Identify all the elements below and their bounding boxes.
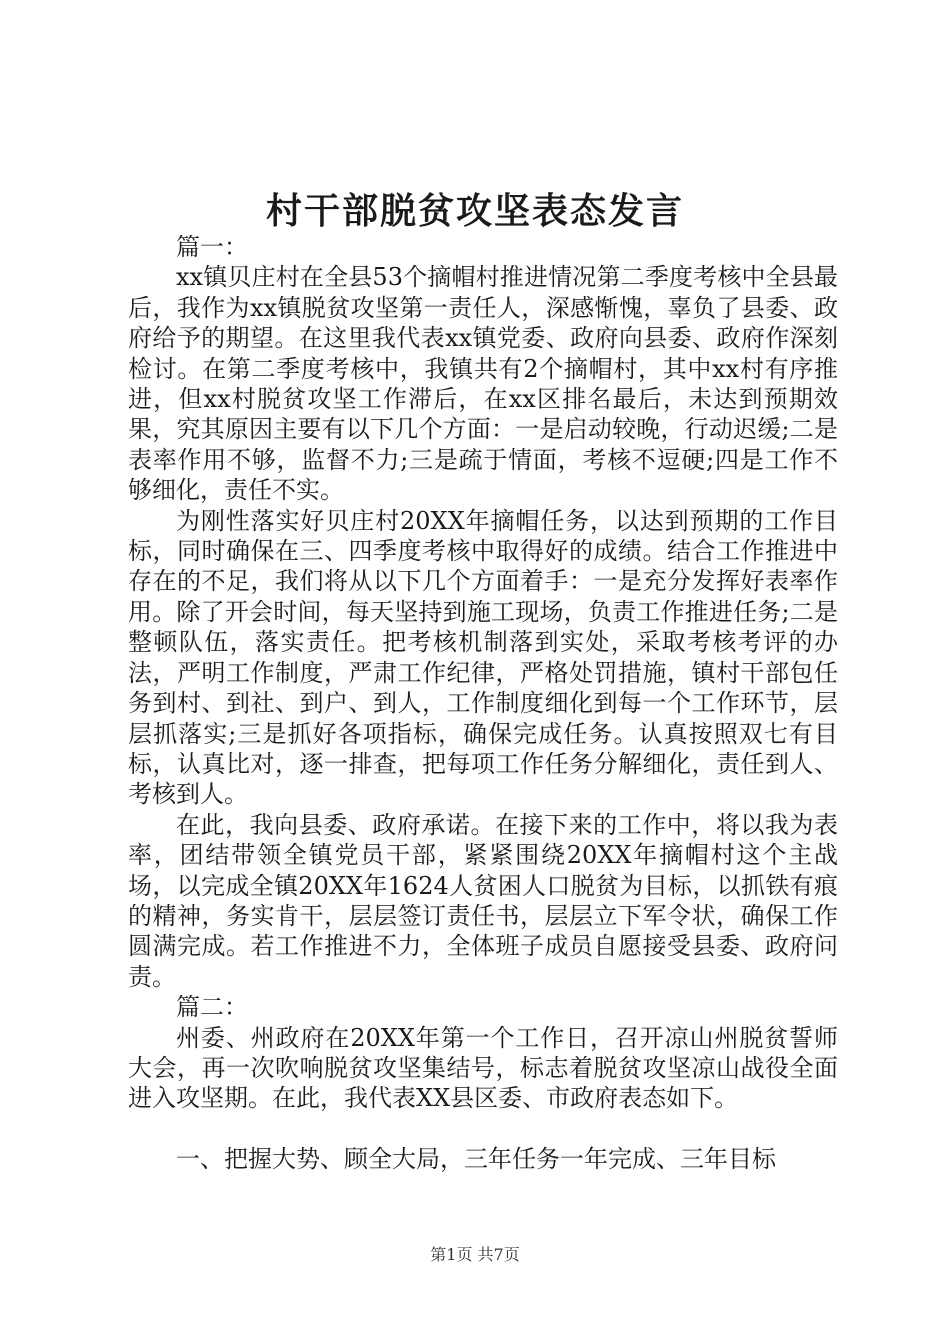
body-paragraph: 在此，我向县委、政府承诺。在接下来的工作中，将以我为表率，团结带领全镇党员干部，紧紧围绕20XX年摘帽村这个主战场，以完成全镇20XX年1624人贫困人口脱贫为目标，以抓铁有痕的精神，务实肯干，层层签订责任书，层层立下军令状，确保工作圆满完成。若工作推进不力，全体班子成员自愿接受县委、政府问责。 bbox=[128, 810, 838, 991]
section-heading-two: 篇二： bbox=[176, 993, 248, 1022]
document-title: 村干部脱贫攻坚表态发言 bbox=[265, 190, 684, 232]
body-paragraph: xx镇贝庄村在全县53个摘帽村推进情况第二季度考核中全县最后，我作为xx镇脱贫攻坚第一责任人，深感惭愧，辜负了县委、政府给予的期望。在这里我代表xx镇党委、政府向县委、政府作深刻检讨。在第二季度考核中，我镇共有2个摘帽村，其中xx村有序推进，但xx村脱贫攻坚工作滞后，在xx区排名最后，未达到预期效果，究其原因主要有以下几个方面：一是启动较晚，行动迟缓;二是表率作用不够，监督不力;三是疏于情面，考核不逗硬;四是工作不够细化，责任不实。 bbox=[128, 263, 838, 505]
body-paragraph: 州委、州政府在20XX年第一个工作日，召开凉山州脱贫誓师大会，再一次吹响脱贫攻坚集结号，标志着脱贫攻坚凉山战役全面进入攻坚期。在此，我代表XX县区委、市政府表态如下。 bbox=[128, 1023, 838, 1113]
body-paragraph: 一、把握大势、顾全大局，三年任务一年完成、三年目标 bbox=[176, 1144, 776, 1173]
page-footer: 第1页 共7页 bbox=[430, 1245, 520, 1264]
section-heading-one: 篇一： bbox=[176, 233, 248, 261]
document-body bbox=[128, 232, 838, 1174]
body-paragraph: 为刚性落实好贝庄村20XX年摘帽任务，以达到预期的工作目标，同时确保在三、四季度考核中取得好的成绩。结合工作推进中存在的不足，我们将从以下几个方面着手：一是充分发挥好表率作用。除了开会时间，每天坚持到施工现场，负责工作推进任务;二是整顿队伍，落实责任。把考核机制落到实处，采取考核考评的办法，严明工作制度，严肃工作纪律，严格处罚措施，镇村干部包任务到村、到社、到户、到人，工作制度细化到每一个工作环节，层层抓落实;三是抓好各项指标，确保完成任务。认真按照双七有目标，认真比对，逐一排查，把每项工作任务分解细化，责任到人、考核到人。 bbox=[128, 506, 838, 809]
